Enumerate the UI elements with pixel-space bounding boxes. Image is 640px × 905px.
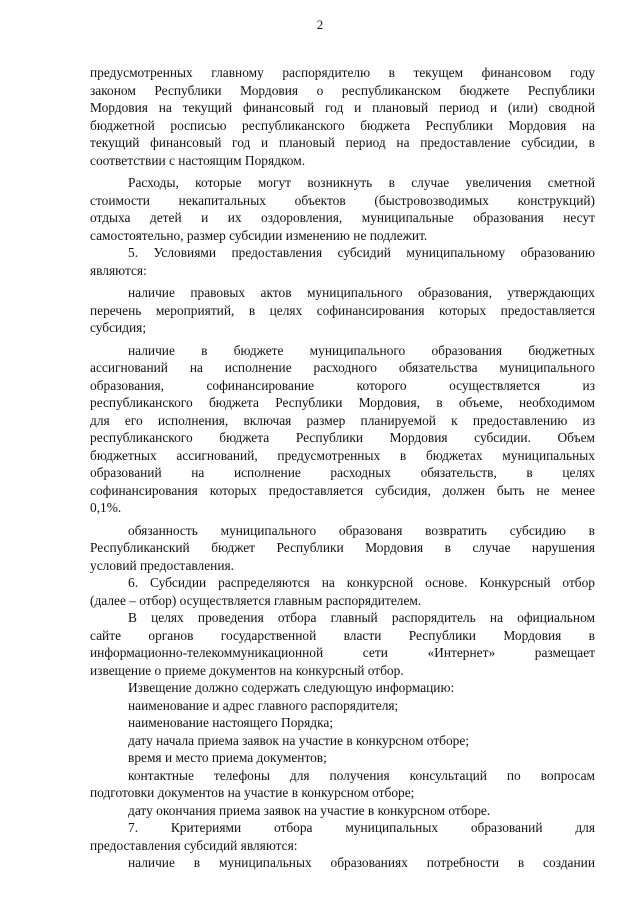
text-line: наличие в бюджете муниципального образования бюджетных bbox=[128, 342, 595, 358]
text-line: извещение о приеме документов на конкурсный отбор. bbox=[90, 662, 404, 678]
text-line: 5. Условиями предоставления субсидий муниципальному образованию bbox=[128, 245, 595, 260]
text-line: для его исполнения, включая размер планируемой к предоставлению из bbox=[90, 412, 595, 428]
paragraph bbox=[90, 174, 595, 244]
text-line: текущий финансовый год и плановый период на предоставление субсидии, в bbox=[90, 135, 595, 150]
paragraph bbox=[90, 767, 595, 802]
text-line: бюджетной росписью республиканского бюджета Республики Мордовия на bbox=[90, 117, 595, 133]
text-line: отдыха детей и их оздоровления, муниципальные образования несут bbox=[90, 210, 595, 225]
text-line: время и место приема документов; bbox=[128, 750, 327, 765]
text-line: софинансирования которых предоставляется субсидия, должен быть не менее bbox=[90, 482, 595, 498]
text-line: В целях проведения отбора главный распорядитель на официальном bbox=[128, 610, 595, 625]
paragraph bbox=[90, 244, 595, 279]
paragraph bbox=[90, 819, 595, 854]
document-body bbox=[90, 64, 595, 872]
text-line: наименование настоящего Порядка; bbox=[128, 715, 334, 730]
paragraph bbox=[90, 574, 595, 609]
text-line: являются: bbox=[90, 262, 147, 278]
text-line: республиканского бюджета Республики Мордовия субсидии. Объем bbox=[90, 430, 595, 445]
text-line: субсидия; bbox=[90, 320, 147, 335]
paragraph bbox=[90, 342, 595, 517]
text-line: перечень мероприятий, в целях софинансирования которых предоставляется bbox=[90, 302, 595, 318]
text-line: образований на исполнение расходных обязательств, в целях bbox=[90, 465, 595, 480]
text-line: Расходы, которые могут возникнуть в случае увеличения сметной bbox=[128, 175, 595, 190]
text-line: бюджетных ассигнований, предусмотренных в бюджетах муниципальных bbox=[90, 447, 595, 463]
text-line: 7. Критериями отбора муниципальных образований для bbox=[128, 820, 595, 835]
paragraph bbox=[90, 284, 595, 337]
text-line: 0,1%. bbox=[90, 500, 122, 515]
text-line: образования, софинансирование которого осуществляется из bbox=[90, 377, 595, 393]
text-line: соответствии с настоящим Порядком. bbox=[90, 152, 306, 168]
text-line: законом Республики Мордовия о республиканском бюджете Республики bbox=[90, 82, 595, 98]
text-line: сайте органов государственной власти Республики Мордовия в bbox=[90, 627, 595, 643]
text-line: обязанность муниципального образованя возвратить субсидию в bbox=[128, 522, 595, 538]
text-line: информационно-телекоммуникационной сети «Интернет» размещает bbox=[90, 645, 595, 660]
text-line: республиканского бюджета Республики Мордовия, в объеме, необходимом bbox=[90, 395, 595, 410]
text-line: Мордовия на текущий финансовый год и плановый период и (или) сводной bbox=[90, 100, 595, 115]
text-line: наличие в муниципальных образованиях потребности в создании bbox=[128, 855, 595, 870]
text-line: подготовки документов на участие в конкурсном отборе; bbox=[90, 785, 415, 800]
text-line: ассигнований на исполнение расходного обязательства муниципального bbox=[90, 360, 595, 375]
text-line: стоимости некапитальных объектов (быстровозводимых конструкций) bbox=[90, 192, 595, 208]
text-line: дату окончания приема заявок на участие в конкурсном отборе. bbox=[128, 802, 491, 818]
text-line: Республиканский бюджет Республики Мордовия в случае нарушения bbox=[90, 540, 595, 555]
text-line: контактные телефоны для получения консультаций по вопросам bbox=[128, 767, 595, 783]
text-line: предоставления субсидий являются: bbox=[90, 837, 298, 853]
text-line: условий предоставления. bbox=[90, 557, 235, 573]
text-line: наличие правовых актов муниципального образования, утверждающих bbox=[128, 285, 595, 300]
page-number: 2 bbox=[316, 17, 324, 32]
paragraph bbox=[90, 609, 595, 679]
text-line: 6. Субсидии распределяются на конкурсной основе. Конкурсный отбор bbox=[128, 575, 595, 590]
text-line: дату начала приема заявок на участие в конкурсном отборе; bbox=[128, 732, 470, 748]
text-line: (далее – отбор) осуществляется главным распорядителем. bbox=[90, 592, 422, 608]
paragraph bbox=[90, 522, 595, 575]
text-line: предусмотренных главному распорядителю в текущем финансовом году bbox=[90, 65, 595, 80]
text-line: наименование и адрес главного распорядителя; bbox=[128, 697, 399, 713]
text-line: Извещение должно содержать следующую информацию: bbox=[128, 680, 455, 695]
text-line: самостоятельно, размер субсидии изменению не подлежит. bbox=[90, 227, 428, 243]
paragraph bbox=[90, 64, 595, 169]
